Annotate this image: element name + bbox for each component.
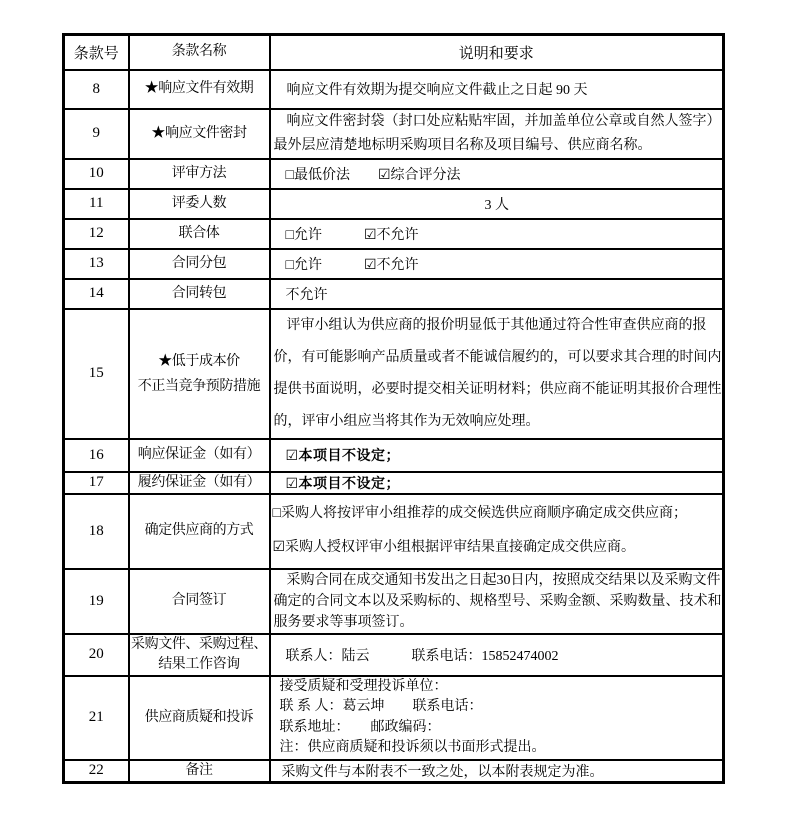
- clause-name: [129, 439, 270, 472]
- clause-desc: [270, 472, 724, 494]
- desc-line: 评审小组认为供应商的报价明显低于其他通过符合性审查供应商的报: [286, 317, 707, 333]
- desc-line: □允许 ☑不允许: [285, 227, 419, 243]
- desc-line: 不允许: [285, 287, 328, 303]
- desc-line: □最低价法 ☑综合评分法: [285, 167, 461, 183]
- clause-name-line: 评委人数: [171, 195, 227, 211]
- clause-name: [129, 309, 270, 439]
- desc-line: 联系地址： 邮政编码：: [279, 719, 441, 735]
- table-row: [64, 189, 724, 219]
- clause-desc: [270, 249, 724, 279]
- clause-name: [129, 494, 270, 569]
- clause-name: [129, 676, 270, 760]
- table-row: [64, 279, 724, 309]
- document-page: [62, 33, 725, 784]
- desc-line: 响应文件有效期为提交响应文件截止之日起 90 天: [286, 83, 588, 98]
- table-row: [64, 494, 724, 569]
- clause-name-line: 合同分包: [171, 255, 227, 271]
- clause-name: [129, 189, 270, 219]
- clause-no: 18: [64, 494, 129, 569]
- table-row: [64, 159, 724, 189]
- desc-line: 服务要求等事项签订。: [273, 614, 414, 630]
- clause-name-line: ★响应文件有效期: [144, 81, 254, 96]
- clause-desc: [270, 279, 724, 309]
- clause-name-line: 结果工作咨询: [158, 656, 240, 672]
- clause-desc: [270, 676, 724, 760]
- clause-desc: [270, 569, 724, 634]
- clause-desc: [270, 159, 724, 189]
- clause-no: 17: [64, 472, 129, 494]
- desc-line: 提供书面说明，必要时提交相关证明材料；供应商不能证明其报价合理性: [273, 381, 722, 397]
- clause-desc: [270, 760, 724, 783]
- table-row: [64, 109, 724, 159]
- clause-no: 22: [64, 760, 129, 783]
- clause-no: 13: [64, 249, 129, 279]
- clause-name: [129, 109, 270, 159]
- header-clause-desc: 说明和要求: [270, 35, 724, 70]
- desc-line: ☑本项目不设定；: [285, 474, 401, 491]
- clause-desc: [270, 439, 724, 472]
- clause-desc: [270, 634, 724, 676]
- desc-line: 价，有可能影响产品质量或者不能诚信履约的，可以要求其合理的时间内: [273, 349, 722, 365]
- desc-line: 的，评审小组应当将其作为无效响应处理。: [273, 413, 540, 429]
- desc-line: 确定的合同文本以及采购标的、规格型号、采购金额、采购数量、技术和: [273, 593, 722, 609]
- clause-name: [129, 472, 270, 494]
- clause-name: [129, 159, 270, 189]
- clause-no: 11: [64, 189, 129, 219]
- desc-line: 响应文件密封袋（封口处应粘贴牢固，并加盖单位公章或自然人签字）: [286, 113, 721, 129]
- clause-name: [129, 634, 270, 676]
- clause-name: [129, 569, 270, 634]
- table-row: [64, 309, 724, 439]
- table-header-row: [64, 35, 724, 70]
- clause-name-line: 供应商质疑和投诉: [144, 709, 254, 725]
- table-row: [64, 569, 724, 634]
- desc-line: 联系人：陆云 联系电话：15852474002: [285, 648, 559, 664]
- desc-line: 采购合同在成交通知书发出之日起30日内，按照成交结果以及采购文件: [286, 572, 721, 588]
- desc-line: ☑采购人授权评审小组根据评审结果直接确定成交供应商。: [272, 540, 636, 555]
- clause-desc: [270, 219, 724, 249]
- desc-line: 接受质疑和受理投诉单位：: [279, 678, 448, 694]
- clause-desc: [270, 109, 724, 159]
- clause-no: 19: [64, 569, 129, 634]
- desc-line: □采购人将按评审小组推荐的成交候选供应商顺序确定成交供应商；: [272, 506, 687, 521]
- clause-name-line: 联合体: [178, 225, 220, 241]
- header-clause-no: 条款号: [64, 35, 129, 70]
- clause-no: 21: [64, 676, 129, 760]
- clause-name-line: 合同签订: [171, 593, 227, 608]
- clause-name-line: 履约保证金（如有）: [137, 474, 261, 490]
- desc-line: 注：供应商质疑和投诉须以书面形式提出。: [279, 740, 546, 755]
- clause-desc: [270, 494, 724, 569]
- table-row: [64, 634, 724, 676]
- table-row: [64, 70, 724, 109]
- clause-name-line: 合同转包: [171, 285, 227, 301]
- desc-line: □允许 ☑不允许: [285, 257, 419, 273]
- clause-no: 8: [64, 70, 129, 109]
- table-row: [64, 219, 724, 249]
- clause-name: [129, 219, 270, 249]
- desc-line: 联 系 人：葛云坤 联系电话：: [279, 699, 483, 714]
- clause-no: 14: [64, 279, 129, 309]
- clause-desc: [270, 309, 724, 439]
- clause-name: [129, 249, 270, 279]
- table-row: [64, 676, 724, 760]
- clause-no: 16: [64, 439, 129, 472]
- clause-name-line: 响应保证金（如有）: [137, 447, 261, 462]
- clause-table: [62, 33, 725, 784]
- clause-no: 20: [64, 634, 129, 676]
- table-row: [64, 249, 724, 279]
- clause-name-line: ★低于成本价: [158, 353, 240, 369]
- desc-line: 3 人: [484, 197, 509, 213]
- clause-desc: [270, 70, 724, 109]
- clause-table-body: [64, 70, 724, 783]
- clause-no: 12: [64, 219, 129, 249]
- desc-line: 采购文件与本附表不一致之处，以本附表规定为准。: [281, 764, 604, 780]
- clause-no: 9: [64, 109, 129, 159]
- clause-no: 10: [64, 159, 129, 189]
- clause-name: [129, 760, 270, 783]
- clause-desc: [270, 189, 724, 219]
- clause-name-line: ★响应文件密封: [151, 125, 247, 141]
- clause-no: 15: [64, 309, 129, 439]
- clause-name-line: 评审方法: [171, 165, 227, 181]
- clause-name: [129, 279, 270, 309]
- table-row: [64, 760, 724, 783]
- clause-name: [129, 70, 270, 109]
- clause-name-line: 备注: [185, 762, 213, 778]
- clause-name-line: 采购文件、采购过程、: [131, 636, 267, 652]
- desc-line: ☑本项目不设定；: [285, 447, 401, 463]
- clause-name-line: 确定供应商的方式: [144, 523, 254, 538]
- desc-line: 最外层应清楚地标明采购项目名称及项目编号、供应商名称。: [273, 137, 652, 153]
- table-row: [64, 439, 724, 472]
- header-clause-name: 条款名称: [129, 35, 270, 70]
- table-row: [64, 472, 724, 494]
- clause-name-line: 不正当竞争预防措施: [137, 378, 261, 394]
